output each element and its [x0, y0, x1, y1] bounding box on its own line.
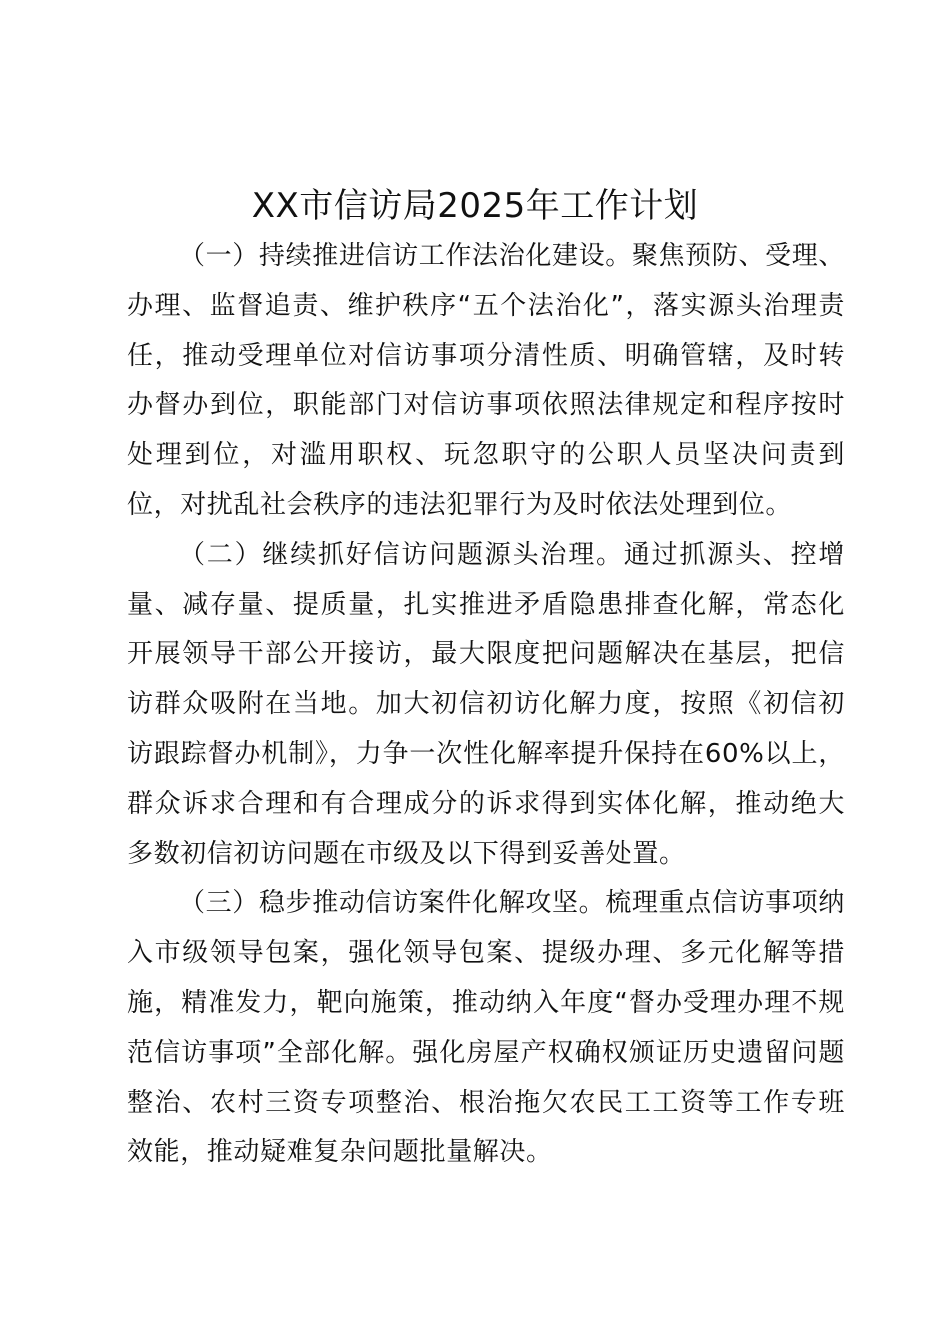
paragraph-2: （二）继续抓好信访问题源头治理。通过抓源头、控增量、减存量、提质量，扎实推进矛盾隐患排查化解，常态化开展领导干部公开接访，最大限度把问题解决在基层，把信访群众吸附在当地。加大初信初访化解力度，按照《初信初访跟踪督办机制》，力争一次性化解率提升保持在60%以上，群众诉求合理和有合理成分的诉求得到实体化解，推动绝大多数初信初访问题在市级及以下得到妥善处置。 — [127, 539, 845, 869]
document-title: XX市信访局2025年工作计划 — [251, 186, 699, 226]
paragraph-3: （三）稳步推动信访案件化解攻坚。梳理重点信访事项纳入市级领导包案，强化领导包案、提级办理、多元化解等措施，精准发力，靶向施策，推动纳入年度“督办受理办理不规范信访事项”全部化解。强化房屋产权确权颁证历史遗留问题整治、农村三资专项整治、根治拖欠农民工工资等工作专班效能，推动疑难复杂问题批量解决。 — [127, 888, 845, 1168]
paragraph-1: （一）持续推进信访工作法治化建设。聚焦预防、受理、办理、监督追责、维护秩序“五个法治化”，落实源头治理责任，推动受理单位对信访事项分清性质、明确管辖，及时转办督办到位，职能部门对信访事项依照法律规定和程序按时处理到位，对滥用职权、玩忽职守的公职人员坚决问责到位，对扰乱社会秩序的违法犯罪行为及时依法处理到位。 — [127, 241, 845, 520]
document-body — [127, 232, 845, 1178]
